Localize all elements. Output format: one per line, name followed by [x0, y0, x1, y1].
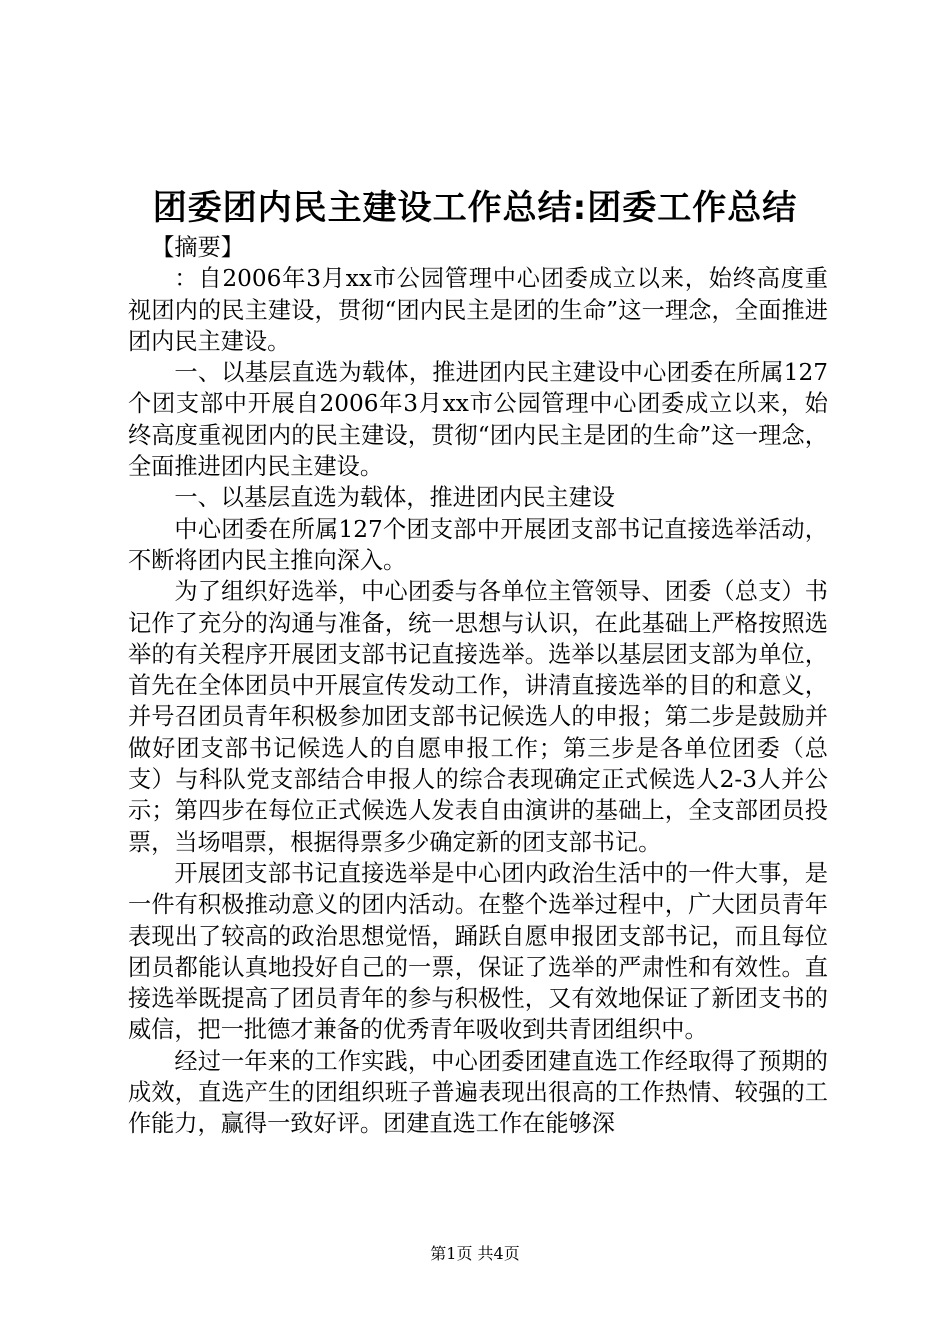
paragraph: ：自2006年3月xx市公园管理中心团委成立以来，始终高度重视团内的民主建设，贯彻“团内民主是团的生命”这一理念，全面推进团内民主建设。: [128, 265, 828, 355]
paragraph: 开展团支部书记直接选举是中心团内政治生活中的一件大事，是一件有积极推动意义的团内活动。在整个选举过程中，广大团员青年表现出了较高的政治思想觉悟，踊跃自愿申报团支部书记，而且每位团员都能认真地投好自己的一票，保证了选举的严肃性和有效性。直接选举既提高了团员青年的参与积极性，又有效地保证了新团支书的威信，把一批德才兼备的优秀青年吸收到共青团组织中。: [128, 859, 828, 1044]
paragraph: 一、以基层直选为载体，推进团内民主建设中心团委在所属127个团支部中开展自2006年3月xx市公园管理中心团委成立以来，始终高度重视团内的民主建设，贯彻“团内民主是团的生命”这一理念，全面推进团内民主建设。: [128, 359, 828, 481]
paragraph: 经过一年来的工作实践，中心团委团建直选工作经取得了预期的成效，直选产生的团组织班子普遍表现出很高的工作热情、较强的工作能力，赢得一致好评。团建直选工作在能够深: [128, 1047, 828, 1138]
document-title: 团委团内民主建设工作总结:团委工作总结: [152, 188, 798, 228]
section-heading: 一、以基层直选为载体，推进团内民主建设: [174, 484, 615, 512]
page-footer: 第1页 共4页: [430, 1244, 520, 1263]
paragraph: 为了组织好选举，中心团委与各单位主管领导、团委（总支）书记作了充分的沟通与准备，统一思想与认识，在此基础上严格按照选举的有关程序开展团支部书记直接选举。选举以基层团支部为单位，首先在全体团员中开展宣传发动工作，讲清直接选举的目的和意义，并号召团员青年积极参加团支部书记候选人的申报；第二步是鼓励并做好团支部书记候选人的自愿申报工作；第三步是各单位团委（总支）与科队党支部结合申报人的综合表现确定正式候选人2-3人并公示；第四步在每位正式候选人发表自由演讲的基础上，全支部团员投票，当场唱票，根据得票多少确定新的团支部书记。: [128, 578, 828, 856]
paragraph: 中心团委在所属127个团支部中开展团支部书记直接选举活动，不断将团内民主推向深入。: [128, 515, 828, 574]
abstract-heading: 【摘要】: [151, 234, 244, 261]
document-body: [128, 232, 828, 1140]
